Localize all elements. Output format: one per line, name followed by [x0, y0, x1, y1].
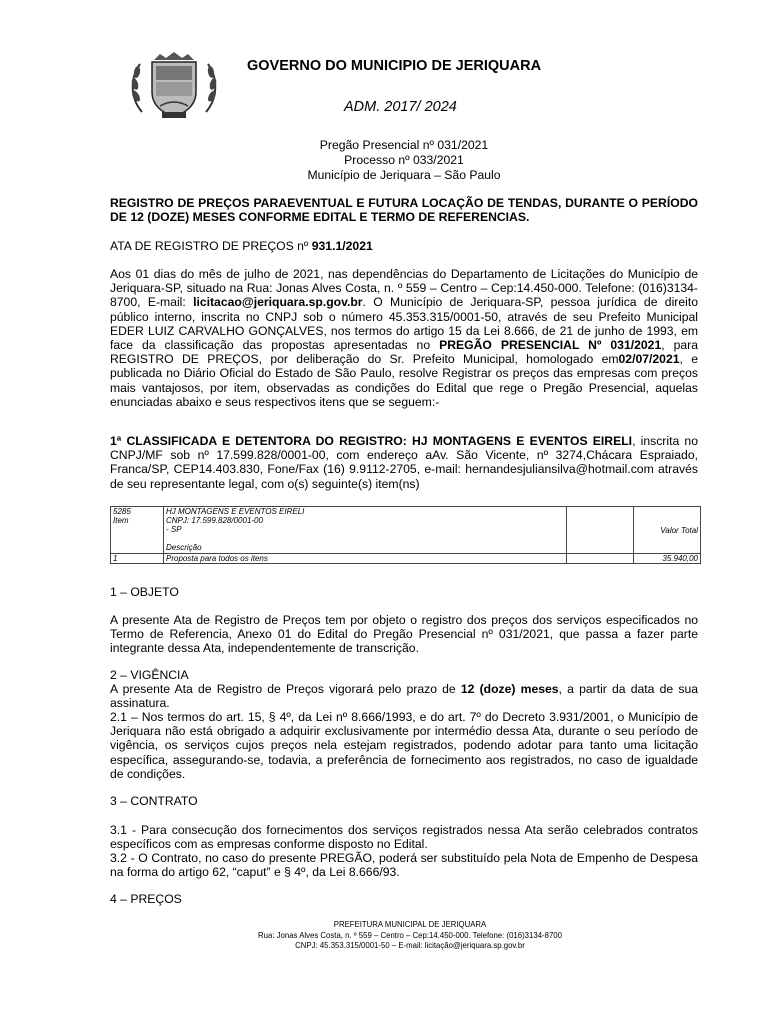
municipal-crest-icon: [128, 52, 220, 120]
supplier-code: 5285: [113, 507, 131, 516]
empty-cell: [567, 507, 634, 554]
section-3-1-text: 3.1 - Para consecução dos fornecimentos dos serviços registrados nessa Ata serão celebrados contratos específicos com as empresas conforme disposto no Edital.: [110, 823, 698, 852]
municipality: Município de Jeriquara – São Paulo: [307, 168, 501, 182]
ata-number: 931.1/2021: [311, 239, 373, 253]
document-subject: REGISTRO DE PREÇOS PARAEVENTUAL E FUTURA LOCAÇÃO DE TENDAS, DURANTE O PERÍODO DE 12 (DOZE) MESES CONFORME EDITAL E TERMO DE REFERENCIAS.: [110, 196, 698, 225]
intro-paragraph: [110, 267, 698, 409]
processo-number: Processo nº 033/2021: [344, 153, 464, 167]
section-2-text: [110, 682, 698, 710]
section-4-title: 4 – PREÇOS: [110, 892, 182, 906]
page-footer: [110, 920, 710, 952]
administration-period: ADM. 2017/ 2024: [344, 99, 457, 115]
total-label: Valor Total: [660, 525, 698, 535]
page-title: GOVERNO DO MUNICIPIO DE JERIQUARA: [247, 58, 542, 74]
description-label: Descrição: [166, 543, 202, 552]
process-info: [110, 138, 698, 183]
s2-text-1: A presente Ata de Registro de Preços vigorará pelo prazo de: [110, 682, 461, 696]
homologation-date: 02/07/2021: [618, 352, 680, 367]
table-header-row: [111, 507, 701, 554]
company-cell: [164, 507, 567, 554]
row-value: 35.940,00: [634, 554, 701, 564]
footer-line-3: CNPJ: 45.353.315/0001-50 – E-mail: licitação@jeriquara.sp.gov.br: [295, 941, 525, 950]
intro-text-4: , e publicada no Diário Oficial do Estado de São Paulo, resolve Registrar os preços das empresas com preços mais vantajosos, por item, observadas as condições do Edital que rege o Pregão Presencial, aquelas enunciadas abaixo e seus respectivos itens que se seguem:-: [110, 352, 698, 409]
table-company-name: HJ MONTAGENS E EVENTOS EIRELI: [166, 507, 305, 516]
section-3-2-text: 3.2 - O Contrato, no caso do presente PREGÃO, poderá ser substituído pela Nota de Empenho de Despesa na forma do artigo 62, “caput” e § 4º, da Lei 8.666/93.: [110, 851, 698, 880]
ata-prefix: ATA DE REGISTRO DE PREÇOS nº: [110, 239, 312, 253]
total-label-cell: [634, 507, 701, 554]
intro-text-3: , para REGISTRO DE PREÇOS, por deliberação do Sr. Prefeito Municipal, homologado em: [110, 338, 698, 367]
contact-email: licitacao@jeriquara.sp.gov.br: [193, 295, 363, 310]
intro-text-2: . O Município de Jeriquara-SP, pessoa jurídica de direito público interno, inscrita no CNPJ sob o número 45.353.315/0001-50, através de seu Prefeito Municipal EDER LUIZ CARVALHO GONÇALVES, nos termos do artigo 15 da Lei 8.666, de 21 de junho de 1993, em face da classificação das propostas apresentadas no: [110, 295, 698, 353]
pregao-number: Pregão Presencial nº 031/2021: [319, 138, 489, 152]
table-company-cnpj: CNPJ: 17.599.828/0001-00: [166, 516, 263, 525]
pregao-reference: PREGÃO PRESENCIAL Nº 031/2021: [439, 338, 662, 353]
item-label: Item: [113, 516, 129, 525]
classified-company: [110, 434, 698, 491]
classified-label: 1ª CLASSIFICADA E DETENTORA DO REGISTRO: HJ MONTAGENS E EVENTOS EIRELI: [110, 434, 633, 448]
section-2-1-text: 2.1 – Nos termos do art. 15, § 4º, da Lei nº 8.666/1993, e do art. 7º do Decreto 3.931/2001, o Município de Jeriquara não está obrigado a adquirir exclusivamente por intermédio dessa Ata, durante o seu período de vigência, os serviços cujos preços nela estejam registrados, podendo adotar para tanto uma licitação específica, assegurando-se, todavia, a preferência de fornecimento aos registrados, no caso de igualdade de condições.: [110, 710, 698, 781]
section-3-title: 3 – CONTRATO: [110, 794, 198, 808]
row-empty: [567, 554, 634, 564]
ata-heading: [110, 239, 373, 253]
items-table: [110, 506, 701, 564]
section-1-text: A presente Ata de Registro de Preços tem por objeto o registro dos preços dos serviços especificados no Termo de Referencia, Anexo 01 do Edital do Pregão Presencial nº 031/2021, que passa a fazer parte integrante dessa Ata, independentemente de transcrição.: [110, 613, 698, 656]
s2-text-2: , a partir da data de sua assinatura.: [110, 682, 699, 711]
subject-text: REGISTRO DE PREÇOS PARAEVENTUAL E FUTURA LOCAÇÃO DE TENDAS, DURANTE O PERÍODO DE 12 (DOZE) MESES CONFORME EDITAL E TERMO DE REFERENCIAS: [110, 196, 698, 225]
footer-line-1: PREFEITURA MUNICIPAL DE JERIQUARA: [333, 920, 487, 929]
row-description: Proposta para todos os itens: [164, 554, 567, 564]
section-1-title: 1 – OBJETO: [110, 585, 179, 599]
footer-line-2: Rua: Jonas Alves Costa, n. º 559 – Centro – Cep:14.450-000. Telefone: (016)3134-8700: [258, 930, 562, 940]
classified-details: , inscrita no CNPJ/MF sob nº 17.599.828/0001-00, com endereço aAv. São Vicente, nº 3274,Chácara Espraiado, Franca/SP, CEP14.403.830, Fone/Fax (16) 9.9112-2705, e-mail: hernandesjuliansilva@hotmail.com através de seu representante legal, com o(s) seguinte(s) item(ns): [110, 434, 698, 491]
code-cell: [111, 507, 164, 554]
row-item: 1: [111, 554, 164, 564]
table-company-location: - SP: [166, 525, 182, 534]
table-row: [111, 554, 701, 564]
s2-duration: 12 (doze) meses: [460, 682, 559, 696]
intro-text-1: Aos 01 dias do mês de julho de 2021, nas dependências do Departamento de Licitações do Município de Jeriquara-SP, situado na Rua: Jonas Alves Costa, n. º 559 – Centro – Cep:14.450-000. Telefone: (016)3134-8700, E-mail:: [110, 267, 698, 310]
section-2-title: 2 – VIGÊNCIA: [110, 668, 189, 682]
